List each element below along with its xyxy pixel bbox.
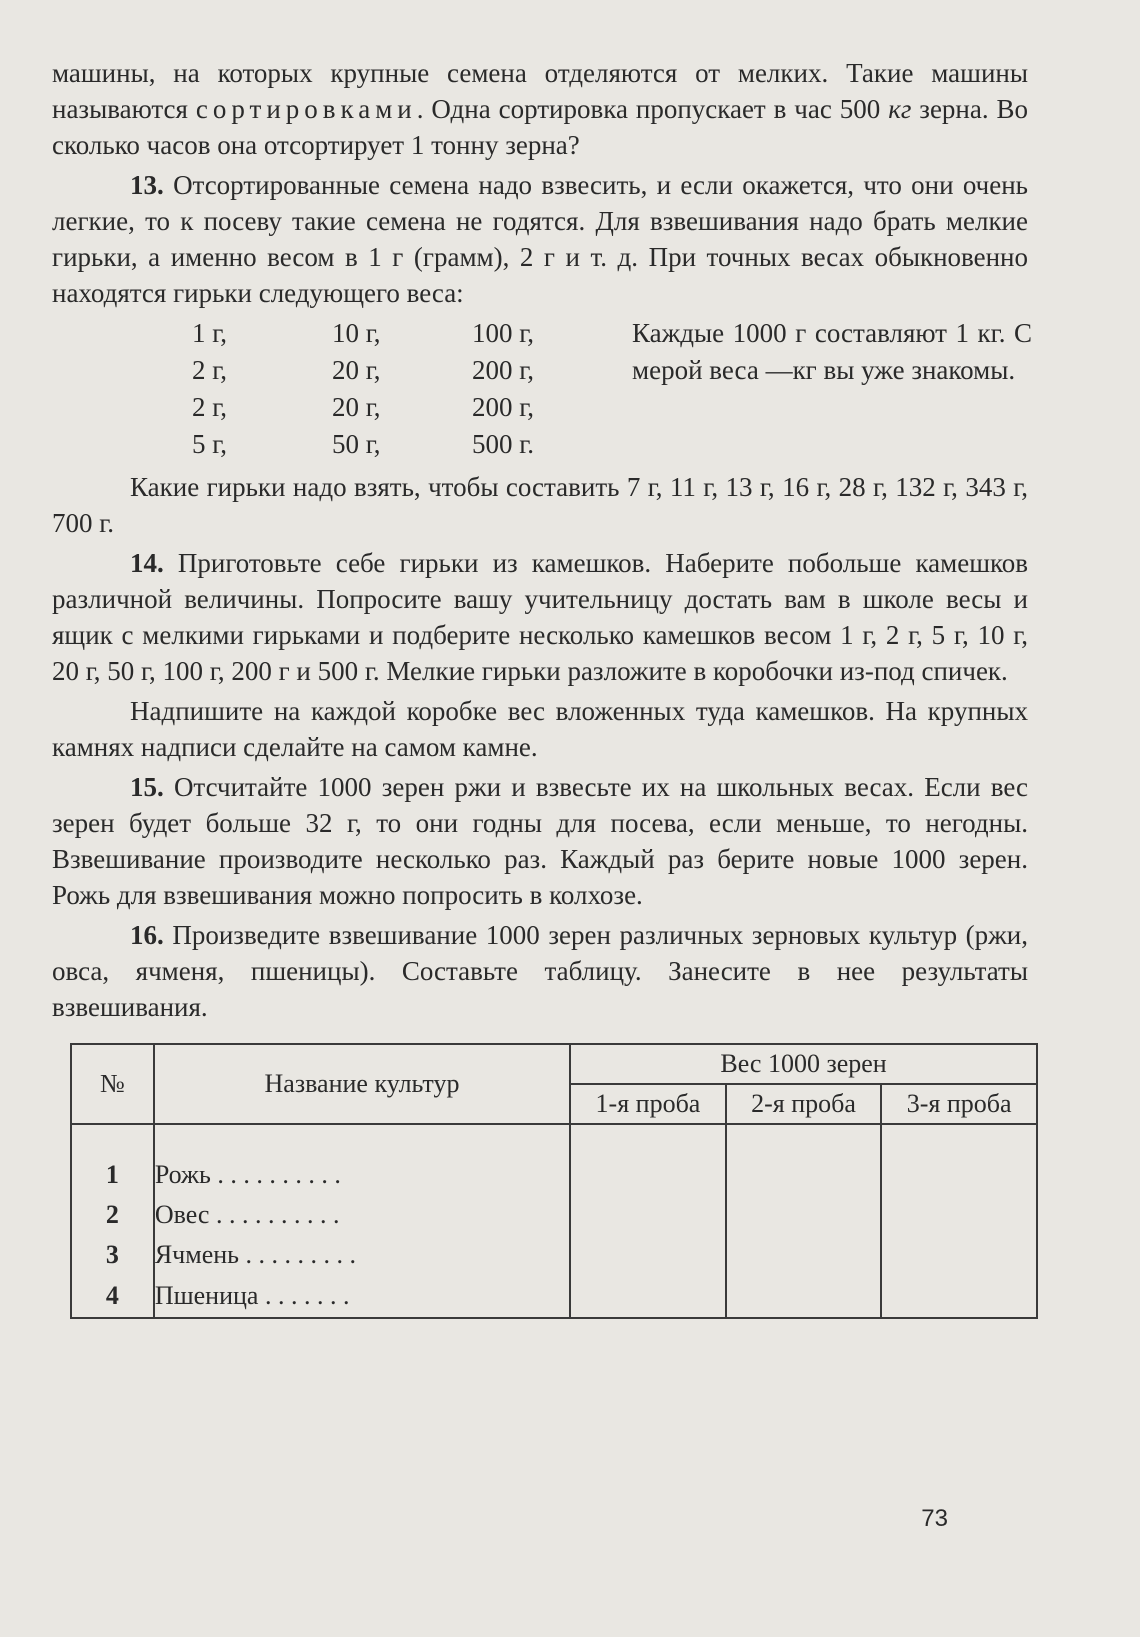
header-number: № [71, 1044, 154, 1124]
trial-cell [726, 1275, 882, 1318]
task-14-number: 14. [130, 548, 164, 578]
p12-spaced-term: сортировками [195, 94, 417, 124]
p12-unit: кг [888, 94, 912, 124]
table-cell [570, 1124, 726, 1155]
weight-item: 10 г, [332, 318, 381, 348]
weight-item: 20 г, [332, 355, 381, 385]
task-13-text: Отсортированные семена надо взвесить, и если окажется, что они очень легкие, то к посеву такие семена не годятся. Для взвешивания надо брать мелкие гирьки, а именно весом в 1 г (грамм), 2 г и т. д. При точных весах обыкновенно находятся гирьки следующего веса: [52, 170, 1028, 308]
table-row [71, 1275, 1037, 1318]
task-16-number: 16. [130, 920, 164, 950]
paragraph-16 [52, 917, 1028, 1025]
trial-cell [570, 1195, 726, 1235]
table-cell [881, 1124, 1037, 1155]
header-trial-1: 1-я проба [570, 1084, 726, 1124]
paragraph-14b: Надпишите на каждой коробке вес вложенных туда камешков. На крупных камнях надписи сделайте на самом камне. [52, 696, 1028, 762]
row-number: 1 [71, 1155, 154, 1195]
task-13-number: 13. [130, 170, 164, 200]
row-number: 3 [71, 1235, 154, 1275]
paragraph-15 [52, 769, 1028, 913]
trial-cell [881, 1235, 1037, 1275]
table-cell [726, 1124, 882, 1155]
row-culture-name: Ячмень . . . . . . . . . [154, 1235, 570, 1275]
row-number: 2 [71, 1195, 154, 1235]
table-row [71, 1235, 1037, 1275]
weight-item: 5 г, [192, 429, 228, 459]
paragraph-12 [52, 55, 1028, 163]
p12-text-after: . Одна сортировка пропускает в час 500 [416, 94, 881, 124]
results-table [70, 1043, 1038, 1319]
row-culture-name: Пшеница . . . . . . . [154, 1275, 570, 1318]
header-trial-2: 2-я проба [726, 1084, 882, 1124]
trial-cell [570, 1235, 726, 1275]
page-number: 73 [921, 1505, 948, 1532]
weight-item: 2 г, [192, 355, 228, 385]
weight-item: 50 г, [332, 429, 381, 459]
task-16-text: Произведите взвешивание 1000 зерен различных зерновых культур (ржи, овса, ячменя, пшеницы). Составьте таблицу. Занесите в нее результаты взвешивания. [52, 920, 1029, 1022]
row-culture-name: Рожь . . . . . . . . . . [154, 1155, 570, 1195]
weight-item: 1 г, [192, 318, 228, 348]
weights-list [52, 315, 1032, 465]
question-13: Какие гирьки надо взять, чтобы составить 7 г, 11 г, 13 г, 16 г, 28 г, 132 г, 343 г, 700 г. [52, 472, 1028, 538]
trial-cell [881, 1155, 1037, 1195]
weight-item: 200 г, [472, 392, 535, 422]
header-trial-3: 3-я проба [881, 1084, 1037, 1124]
weight-item: 500 г. [472, 429, 535, 459]
row-culture-name: Овес . . . . . . . . . . [154, 1195, 570, 1235]
table-spacer-row [71, 1124, 1037, 1155]
table-row [71, 1195, 1037, 1235]
table-row [71, 1155, 1037, 1195]
weight-item: 20 г, [332, 392, 381, 422]
weight-item: 100 г, [472, 318, 535, 348]
p12-text-before: машины, на которых крупные семена отделяются от мелких. Такие машины называются [52, 58, 1028, 124]
row-number: 4 [71, 1275, 154, 1318]
paragraph-13 [52, 167, 1028, 311]
header-culture-name: Название культур [154, 1044, 570, 1124]
weights-column-3 [472, 315, 534, 463]
trial-cell [570, 1275, 726, 1318]
trial-cell [726, 1155, 882, 1195]
table-cell [71, 1124, 154, 1155]
trial-cell [726, 1195, 882, 1235]
trial-cell [570, 1155, 726, 1195]
weights-note: Каждые 1000 г составляют 1 кг. С мерой веса —кг вы уже знакомы. [632, 318, 1032, 385]
p12-text-end: зерна. Во сколько часов она отсортирует 1 тонну зерна? [52, 94, 1029, 160]
table-cell [154, 1124, 570, 1155]
weights-column-2 [332, 315, 381, 463]
weight-item: 200 г, [472, 355, 535, 385]
task-15-number: 15. [130, 772, 164, 802]
paragraph-14 [52, 545, 1028, 689]
task-15-text: Отсчитайте 1000 зерен ржи и взвесьте их на школьных весах. Если вес зерен будет больше 32 г, то они годны для посева, если меньше, то негодны. Взвешивание производите несколько раз. Каждый раз берите новые 1000 зерен. Рожь для взвешивания можно попросить в колхозе. [52, 772, 1028, 910]
weight-item: 2 г, [192, 392, 228, 422]
trial-cell [881, 1275, 1037, 1318]
trial-cell [726, 1235, 882, 1275]
header-weight-group: Вес 1000 зерен [570, 1044, 1037, 1084]
trial-cell [881, 1195, 1037, 1235]
task-14-text: Приготовьте себе гирьки из камешков. Наберите побольше камешков различной величины. Попросите вашу учительницу достать вам в школе весы и ящик с мелкими гирьками и подберите несколько камешков весом 1 г, 2 г, 5 г, 10 г, 20 г, 50 г, 100 г, 200 г и 500 г. Мелкие гирьки разложите в коробочки из-под спичек. [52, 548, 1028, 686]
weights-column-1 [192, 315, 227, 463]
